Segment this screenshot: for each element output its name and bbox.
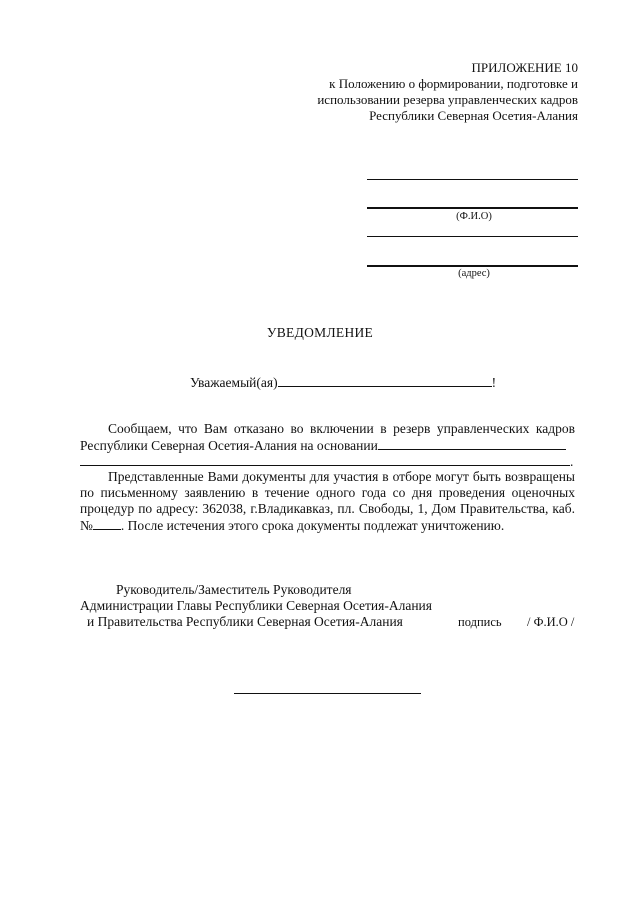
signer-title-line3: и Правительства Республики Северная Осетия-Алания (87, 614, 403, 629)
refusal-paragraph (80, 421, 575, 454)
recipient-address-line[interactable] (367, 265, 578, 267)
refusal-text: Сообщаем, что Вам отказано во включении в резерв управленческих кадров Республики Северная Осетия-Алания на основании (80, 421, 575, 453)
signature-label: подпись (458, 615, 502, 629)
document-title: УВЕДОМЛЕНИЕ (266, 325, 374, 340)
address-caption: (адрес) (458, 268, 490, 279)
greeting (190, 374, 496, 391)
recipient-line-1[interactable] (367, 179, 578, 180)
bottom-signature-line[interactable] (234, 693, 421, 694)
documents-text-end: . После истечения этого срока документы подлежат уничтожению. (120, 518, 505, 533)
recipient-line-3[interactable] (367, 236, 578, 237)
recipient-fio-line[interactable] (367, 207, 578, 209)
refusal-reason-line (80, 453, 575, 470)
appendix-number: ПРИЛОЖЕНИЕ 10 (471, 60, 578, 75)
appendix-header (248, 60, 578, 124)
signer-title-line2: Администрации Главы Республики Северная Осетия-Алания (80, 598, 432, 613)
documents-paragraph (80, 469, 575, 534)
refusal-reason-field-2[interactable] (80, 453, 570, 466)
signer-title-line1: Руководитель/Заместитель Руководителя (116, 582, 352, 597)
appendix-ref-line1: к Положению о формировании, подготовке и (329, 76, 578, 91)
signer-fio-label: / Ф.И.О / (527, 615, 575, 629)
appendix-ref-line2: использовании резерва управленческих кадров (317, 92, 578, 107)
refusal-reason-field[interactable] (378, 437, 566, 450)
greeting-text: Уважаемый(ая) (190, 375, 278, 390)
appendix-ref-line3: Республики Северная Осетия-Алания (369, 108, 578, 123)
refusal-end: . (570, 454, 574, 469)
greeting-end: ! (491, 375, 497, 390)
documents-text: Представленные Вами документы для участия в отборе могут быть возвращены по письменному заявлению в течение одного года со дня проведения оценочных процедур по адресу: 362038, г.Владикавказ, пл. Свободы, 1, Дом Правительства, каб. № (80, 469, 575, 533)
room-number-field[interactable] (93, 517, 121, 530)
fio-caption: (Ф.И.О) (456, 211, 492, 222)
greeting-name-field[interactable] (278, 374, 492, 387)
